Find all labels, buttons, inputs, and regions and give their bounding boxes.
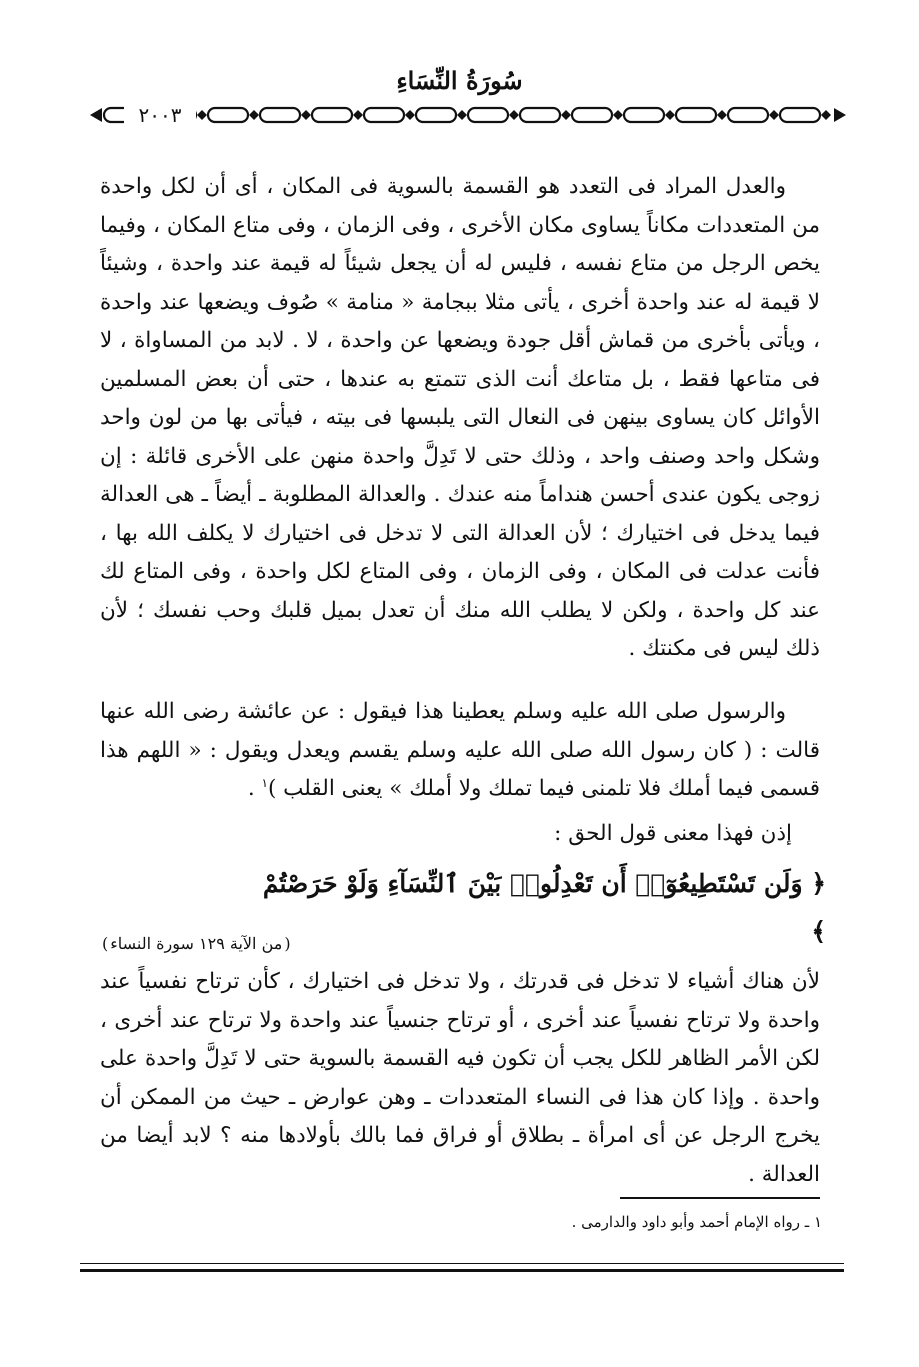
border-diamond [509, 110, 519, 120]
paragraph-2 [100, 693, 820, 809]
border-diamond [717, 110, 727, 120]
border-link [780, 108, 820, 122]
footnote-marker: ١ [261, 775, 268, 790]
border-link [208, 108, 248, 122]
page-number: ٢٠٠٣ [124, 101, 196, 129]
hadith-end: . [247, 776, 262, 801]
decorative-border [88, 100, 848, 130]
paragraph-text: والعدل المراد فى التعدد هو القسمة بالسوية فى المكان ، أى أن لكل واحدة من المتعددات مكاناً يساوى مكان الأخرى ، وفى الزمان ، وفى متاع المكان ، وفيما يخص الرجل من متاع نفسه ، فليس له أن يجعل شيئاً له قيمة عند واحدة ، وشيئاً لا قيمة له عند واحدة أخرى ، يأتى مثلا ببجامة « منامة » صُوف ويضعها عند واحدة ، ويأتى بأخرى من قماش أقل جودة ويضعها عن واحدة ، لا . لابد من المساواة ، لا فى متاعها فقط ، بل متاعك أنت الذى تتمتع به عندها ، حتى أن بعض المسلمين الأوائل كان يساوى بينهن فى النعال التى يلبسها فى بيته ، فيأتى بها من لون واحد وشكل واحد وصنف واحد ، وذلك حتى لا تَدِلَّ واحدة منهن على الأخرى قائلة : إن زوجى يكون عندى أحسن هنداماً منه عندك . والعدالة المطلوبة ـ أيضاً ـ هى العدالة فيما يدخل فى اختيارك ؛ لأن العدالة التى لا تدخل فى اختيارك لا يكلف الله بها ، فأنت عدلت فى المكان ، وفى الزمان ، وفى المتاع لكل واحدة ، وفى المتاع لك عند كل واحدة ، ولكن لا يطلب الله منك أن تعدل بميل قلبك وحب نفسك ؛ لأن ذلك ليس فى مكنتك . [100, 174, 820, 661]
paragraph-1 [100, 168, 820, 669]
border-link [520, 108, 560, 122]
hadith-text: والرسول صلى الله عليه وسلم يعطينا هذا فيقول : عن عائشة رضى الله عنها قالت : ( كان رسول الله صلى الله عليه وسلم يقسم ويعدل ويقول : « اللهم هذا قسمى فيما أملك فلا تلمنى فيما تملك ولا أملك » يعنى القلب ) [100, 699, 820, 801]
border-diamond [561, 110, 571, 120]
footnote: ١ ـ رواه الإمام أحمد وأبو داود والدارمى . [571, 1213, 822, 1231]
border-diamond [821, 110, 831, 120]
border-diamond [249, 110, 259, 120]
footnote-divider [620, 1197, 820, 1199]
bottom-rule-thin [80, 1263, 844, 1264]
border-link [624, 108, 664, 122]
hadith-paragraph [100, 693, 820, 809]
verse-close-mark: ﴾ [811, 917, 826, 946]
border-diamond [665, 110, 675, 120]
border-link [312, 108, 352, 122]
ref-open: ( [284, 934, 291, 953]
border-link [260, 108, 300, 122]
border-link [468, 108, 508, 122]
border-link [364, 108, 404, 122]
border-diamond [457, 110, 467, 120]
paragraph-3 [100, 963, 820, 1194]
verse-open-mark: ﴿ [811, 869, 826, 898]
border-diamond [405, 110, 415, 120]
surah-title: سُورَةُ النِّسَاءِ [396, 66, 523, 95]
border-link [676, 108, 716, 122]
ref-text: من الآية ١٢٩ سورة النساء [110, 934, 283, 953]
border-link [416, 108, 456, 122]
border-diamond [613, 110, 623, 120]
border-end-cap [90, 108, 102, 122]
border-diamond [197, 110, 207, 120]
ref-close: ) [102, 934, 109, 953]
border-diamond [301, 110, 311, 120]
chain-ornament [88, 100, 848, 130]
border-link [728, 108, 768, 122]
paragraph-text: لأن هناك أشياء لا تدخل فى قدرتك ، ولا تدخل فى اختيارك ، كأن ترتاح نفسياً عند واحدة ولا ترتاح نفسياً عند أخرى ، أو ترتاح جنسياً عند واحدة ولا ترتاح عند أخرى ، لكن الأمر الظاهر للكل يجب أن تكون فيه القسمة بالسوية حتى لا تَدِلَّ واحدة على واحدة . وإذا كان هذا فى النساء المتعددات ـ وهن عوارض ـ حيث من الممكن أن يخرج الرجل عن أى امرأة ـ بطلاق أو فراق فما بالك بأولادها منه ؟ لابد أيضا من العدالة . [100, 969, 820, 1187]
border-diamond [353, 110, 363, 120]
border-end-cap [834, 108, 846, 122]
border-link [572, 108, 612, 122]
border-diamond [769, 110, 779, 120]
verse-reference [100, 933, 810, 955]
verse-text: وَلَن تَسْتَطِيعُوٓا۟ أَن تَعْدِلُوا۟ بَيْنَ ٱلنِّسَآءِ وَلَوْ حَرَصْتُمْ [262, 869, 803, 898]
bottom-rule-thick [80, 1269, 844, 1272]
verse-intro: إذن فهذا معنى قول الحق : [554, 821, 792, 846]
